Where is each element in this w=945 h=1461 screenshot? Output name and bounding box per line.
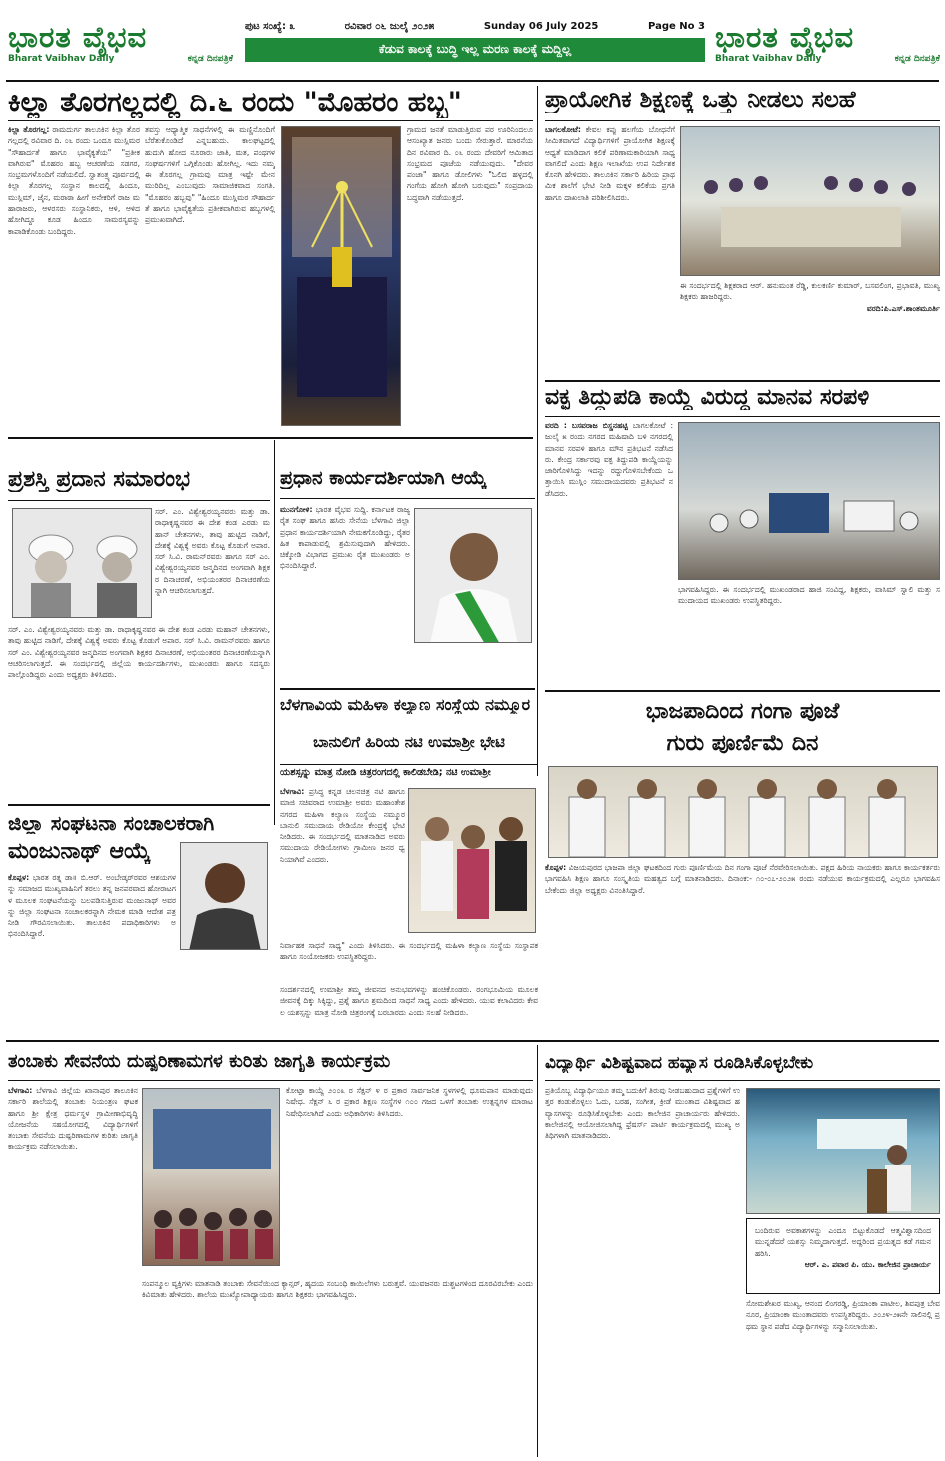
dateline: ಕೊಪ್ಪಳ:	[8, 873, 30, 882]
masthead-meta	[245, 18, 705, 34]
secretary-text	[280, 504, 410, 684]
divider	[280, 688, 535, 690]
award-text-2	[8, 624, 270, 794]
habits-text	[545, 1085, 740, 1455]
article-text: ವಿಜಯಪುರದ ಭಾಜಪಾ ಜಿಲ್ಲಾ ಘಟಕದಿಂದ ಗುರು ಪೂರ್ಣಿಮೆಯ ದಿನ ಗಂಗಾ ಪೂಜೆ ನೆರವೇರಿಸಲಾಯಿತು. ಪಕ್ಷದ ಹಿರಿಯ ನಾಯಕರು ಹಾಗೂ ಕಾರ್ಯಕರ್ತರು ಭಾಗವಹಿಸಿ ಶಿಕ್ಷಣ ಹಾಗೂ ಸಂಸ್ಕೃತಿಯ ಮಹತ್ವದ ಬಗ್ಗೆ ಮಾತನಾಡಿದರು. ದಿನಾಂಕ:- ೧೦-೦೭-೨೦೨೫ ರಂದು ನಡೆಯುವ ಕಾರ್ಯಕ್ರಮದಲ್ಲಿ ಎಲ್ಲರೂ ಭಾಗವಹಿಸಬೇಕೆಂದು ಜಿಲ್ಲಾ ಅಧ್ಯಕ್ಷರು ವಿನಂತಿಸಿದ್ದಾರೆ.	[545, 863, 940, 895]
mahila-headline-2: ಬಾನುಲಿಗೆ ಹಿರಿಯ ನಟಿ ಉಮಾಶ್ರೀ ಭೇಟಿ	[313, 734, 505, 751]
dargah-photo	[281, 126, 401, 426]
divider	[280, 498, 535, 499]
article-text: ಗ್ರಾಮದ ಜನತೆ ಮಾಡುತ್ತಿರುವ ಪರ ಊರಿನಿಂದಲೂ ಆಸಂಖ್ಯಾತ ಜನರು ಬಂದು ಸೇರುತ್ತಾರೆ. ಮಾರನೆಯ ದಿನ ರವಿವಾರ ದಿ. ೦೬ ರಂದು ದೇವರಿಗೆ ಆಮಿತಾದ ಸಂಭ್ರಮದ ಪೂಜೆಯ ನಡೆಯುವುದು. "ದೇವರ ಪಂಜಾ" ಹಾಗೂ ಡೋಲಿಗಳು "ಓಲಿದ ಹಳ್ಳದಲ್ಲಿ ಗಂಗೆಯ ಹೋಗಿ ಹೋಗಿ ಬರುವುದು" ಸಂಪ್ರದಾಯ ಬದ್ಧವಾಗಿ ನಡೆಯುತ್ತದೆ.	[407, 125, 533, 202]
column-rule	[537, 86, 538, 776]
district-org-headline-2: ಮಂಜುನಾಥ್ ಆಯ್ಕೆ	[8, 840, 151, 864]
dateline: ಬೆಳಗಾವಿ:	[8, 1086, 33, 1095]
dateline: ಬೆಳಗಾವಿ:	[280, 787, 305, 796]
group-image	[409, 789, 536, 933]
waqf-text-2	[678, 584, 940, 684]
group-image	[549, 767, 938, 858]
column-rule	[274, 440, 275, 825]
dateline: ಮುನಗೋಳಿ:	[280, 505, 313, 514]
article-text: ರಾಮದುರ್ಗ ತಾಲೂಕಿನ ಕಿಲ್ಲಾ ತೊರಗಲ್ಲದಲ್ಲಿ ರವಿವಾರ ದಿ. ೦೬ ರಂದು ಒಂದೂ ಮುಸ್ಲಿಮರ "ಸೌಹಾರ್ದತೆ ಹಾಗೂ ಭಾವೈಕ್ಯತೆಯ" "ಪ್ರತೀಕವಾಗಿರುವ" ಮೊಹರಂ ಹಬ್ಬ ಆಚರಣೆಯ ಸಡಗರ, ಸಂಭ್ರಮಗಳೊಂದಿಗೆ ನಡೆಯಲಿದೆ. ಸ್ವಾತಂತ್ರ್ಯ ಪೂರ್ವದಲ್ಲಿ ಕಿಲ್ಲಾ ತೊರಗಲ್ಲ ಸಂಸ್ಥಾನ ಕಾಲದಲ್ಲಿ ಹಿಂದೂ, ಮುಸ್ಲಿಮ್, ಜೈನ, ಮರಾಠಾ ಹೀಗೆ ಅನೇಕರಿಗೆ ರಾಜ ಮಹಾರಾಜರು, ಆಳರಸರು ಸಂಸ್ಥಾನಿಕರು, ಆಳಿ, ಆಳಿದ ಹೋಗಿದ್ದೂ ಕೂಡ ಹಿಂದೂ ಸಾಮರಸ್ಯವನ್ನು ಕಾಪಾಡಿಕೊಂಡು ಬಂದಿದ್ದರು.	[8, 125, 140, 236]
stage-image	[747, 1089, 940, 1214]
secretary-headline: ಪ್ರಧಾನ ಕಾರ್ಯದರ್ಶಿಯಾಗಿ ಆಯ್ಕೆ	[280, 468, 487, 489]
district-org-headline-1: ಜಿಲ್ಲಾ ಸಂಘಟನಾ ಸಂಚಾಲಕರಾಗಿ	[8, 812, 215, 834]
logo-left	[8, 20, 233, 72]
article-text-3: ಈ ಸಂದರ್ಭದಲ್ಲಿ ಮಹಿಳಾ ಕಲ್ಯಾಣ ಸಂಸ್ಥೆಯ ಸಂಸ್ಥಾಪಕ ಹಾಗೂ ಸಂಯೋಜಕರು ಉಪಸ್ಥಿತರಿದ್ದರು.	[280, 941, 538, 962]
divider	[8, 500, 270, 501]
training-headline: ಪ್ರಾಯೋಗಿಕ ಶಿಕ್ಷಣಕ್ಕೆ ಒತ್ತು ನೀಡಲು ಸಲಹೆ	[545, 88, 856, 113]
article-text: ಭಾಗವಹಿಸಿದ್ದರು. ಈ ಸಂದರ್ಭದಲ್ಲಿ ಮುಖಂಡರಾದ ಹಾಜಿ ಸಂವಿದ್ದ, ಶಿಕ್ಷಕರು, ವಾಸಿಮ್ ಸ್ವಾಲಿ ಮತ್ತು ಸಮುದಾಯದ ಮುಖಂಡರು ಉಪಸ್ಥಿತರಿದ್ದರು.	[678, 585, 940, 606]
divider	[545, 690, 940, 692]
logo-text: ಭಾರತ ವೈಭವ	[715, 20, 855, 54]
caption: ನಿರ್ವಾಹಕ ಸಾಧನೆ ಸಾಧ್ಯ" ಎಂದು ತಿಳಿಸಿದರು.	[280, 941, 395, 950]
tobacco-text	[8, 1085, 138, 1455]
divider	[545, 120, 940, 121]
logo-sub-kn: ಕನ್ನಡ ದಿನಪತ್ರಿಕೆ	[187, 54, 233, 64]
award-text	[155, 506, 270, 621]
dargah-image	[282, 127, 401, 426]
habits-headline: ವಿದ್ಯಾರ್ಥಿ ವಿಶಿಷ್ಟವಾದ ಹವ್ಯಾಸ ರೂಡಿಸಿಕೊಳ್ಳಬೇಕು	[545, 1054, 814, 1073]
tobacco-text-3	[142, 1278, 533, 1456]
waqf-text	[545, 420, 673, 680]
logo-right	[715, 20, 940, 72]
ganga-photo	[548, 766, 938, 858]
mahila-headline-1: ಬೆಳಗಾವಿಯ ಮಹಿಳಾ ಕಲ್ಯಾಣ ಸಂಸ್ಥೆಯ ನಮ್ಮೂರ	[280, 696, 531, 714]
habits-text-2	[746, 1298, 940, 1456]
article-text-2: ಸಂದರ್ಶನದಲ್ಲಿ ಉಮಾಶ್ರೀ ತಮ್ಮ ಜೀವನದ ಅನುಭವಗಳನ್ನು ಹಂಚಿಕೊಂಡರು. ರಂಗಭೂಮಿಯ ಮೂಲಕ ಜೀವನಕ್ಕೆ ದಿಕ್ಕು ಸಿಕ್ಕಿದ್ದು, ಪ್ರಶ್ನೆ ಹಾಗೂ ಶ್ರಮದಿಂದ ಸಾಧನೆ ಸಾಧ್ಯ ಎಂದು ಹೇಳಿದರು. ಯುವ ಕಲಾವಿದರು ಕೇವಲ ಯಶಸ್ಸನ್ನು ಮಾತ್ರ ನೋಡಿ ಚಿತ್ರರಂಗಕ್ಕೆ ಬರಬಾರದು ಎಂದು ಸಲಹೆ ನೀಡಿದರು.	[280, 985, 538, 1017]
credit: ವರದಿ:ಪಿ.ಎಸ್.ಶಾಂತಮೂರ್ತಿ	[866, 303, 940, 313]
muharram-col-3	[407, 124, 533, 434]
slogan-bar: ಕೆಡುವ ಕಾಲಕ್ಕೆ ಬುದ್ಧಿ ಇಲ್ಲ ಮರಣ ಕಾಲಕ್ಕೆ ಮದ್ದಿಲ್ಲ	[245, 38, 705, 62]
portrait-image	[13, 509, 152, 618]
article-text-3: ಸಂಪನ್ಮೂಲ ವ್ಯಕ್ತಿಗಳು ಮಾತನಾಡಿ ತಂಬಾಕು ಸೇವನೆಯಿಂದ ಕ್ಯಾನ್ಸರ್, ಹೃದಯ ಸಂಬಂಧಿ ಕಾಯಿಲೆಗಳು ಬರುತ್ತವೆ. ಯುವಜನರು ದುಶ್ಚಟಗಳಿಂದ ದೂರವಿರಬೇಕು ಎಂದು ಕಿವಿಮಾತು ಹೇಳಿದರು. ಶಾಲೆಯ ಮುಖ್ಯೋಪಾಧ್ಯಾಯರು ಹಾಗೂ ಶಿಕ್ಷಕರು ಭಾಗವಹಿಸಿದ್ದರು.	[142, 1279, 533, 1300]
article-text-2: ಕೋಟ್ಪಾ ಕಾಯ್ದೆ ೨೦೦೩ ರ ಸೆಕ್ಷನ್ ೪ ರ ಪ್ರಕಾರ ಸಾರ್ವಜನಿಕ ಸ್ಥಳಗಳಲ್ಲಿ ಧೂಮಪಾನ ಮಾಡುವುದು ನಿಷೇಧ. ಸೆಕ್ಷನ್ ೬ ರ ಪ್ರಕಾರ ಶಿಕ್ಷಣ ಸಂಸ್ಥೆಗಳ ೧೦೦ ಗಜದ ಒಳಗೆ ತಂಬಾಕು ಉತ್ಪನ್ನಗಳ ಮಾರಾಟ ನಿಷೇಧಿಸಲಾಗಿದೆ ಎಂದು ಅಧಿಕಾರಿಗಳು ತಿಳಿಸಿದರು.	[286, 1086, 533, 1118]
muharram-col-2	[145, 124, 275, 434]
district-org-text	[8, 872, 176, 1032]
person-image	[181, 843, 268, 950]
portraits-photo	[12, 508, 152, 618]
mahila-text-2	[280, 940, 538, 984]
school-photo	[142, 1088, 280, 1266]
freshers-photo	[746, 1088, 940, 1214]
masthead	[0, 0, 945, 80]
article-text: ಭಾರತ ವೈಭವ ಸುದ್ದಿ. ಕರ್ನಾಟಕ ರಾಜ್ಯ ರೈತ ಸಂಘ ಹಾಗೂ ಹಸಿರು ಸೇನೆಯ ಬೆಳಗಾವಿ ಜಿಲ್ಲಾ ಪ್ರಧಾನ ಕಾರ್ಯದರ್ಶಿಯಾಗಿ ನೇಮಕಗೊಂಡಿದ್ದು, ರೈತರ ಹಿತ ಕಾಪಾಡುವಲ್ಲಿ ಶ್ರಮಿಸುವುದಾಗಿ ಹೇಳಿದರು. ಚಿಕ್ಕೋಡಿ ವಿಭಾಗದ ಪ್ರಮುಖ ರೈತ ಮುಖಂಡರು ಅಭಿನಂದಿಸಿದ್ದಾರೆ.	[280, 505, 410, 571]
article-text: ಸರ್. ಎಂ. ವಿಶ್ವೇಶ್ವರಯ್ಯನವರು ಮತ್ತು ಡಾ. ರಾಧಾಕೃಷ್ಣನವರ ಈ ದೇಶ ಕಂಡ ಎರಡು ಮಹಾನ್ ಚೇತನಗಳು, ತಾವು ಹುಟ್ಟಿದ ನಾಡಿಗೆ, ದೇಶಕ್ಕೆ ವಿಶ್ವಕ್ಕೆ ಅವರು ಕೊಟ್ಟ ಕೊಡುಗೆ ಅಪಾರ. ಸರ್ ಸಿ.ವಿ. ರಾಮನ್‌ರವರು ಹಾಗೂ ಸರ್ ಎಂ. ವಿಶ್ವೇಶ್ವರಯ್ಯನವರ ಜನ್ಮದಿನದ ಅಂಗವಾಗಿ ಶಿಕ್ಷಕರ ದಿನಾಚರಣೆ, ಅಭಿಯಂತರರ ದಿನಾಚರಣೆಯನ್ನಾಗಿ ಆಚರಿಸಲಾಗುತ್ತದೆ.	[8, 625, 270, 668]
quote-attribution: ಆರ್. ಎ. ಪವಾರ ಪಿ. ಯು. ಕಾಲೇಜಿನ ಪ್ರಾಚಾರ್ಯ	[804, 1259, 931, 1269]
training-text-2	[680, 280, 940, 370]
mahila-text-body	[280, 984, 538, 1034]
mahila-subhead: ಯಶಸ್ಸನ್ನು ಮಾತ್ರ ನೋಡಿ ಚಿತ್ರರಂಗದಲ್ಲಿ ಕಾಲಿಡಬೇಡಿ; ನಟಿ ಉಮಾಶ್ರೀ	[280, 768, 491, 778]
article-text: ಪ್ರತಿಯೊಬ್ಬ ವಿದ್ಯಾರ್ಥಿಯೂ ತಮ್ಮ ಬದುಕಿಗೆ ತಿರುವು ನೀಡಬಹುದಾದ ಪ್ರಶ್ನೆಗಳಿಗೆ ಉತ್ತರ ಕಂಡುಕೊಳ್ಳಲು ಓದು, ಬರಹ, ಸಂಗೀತ, ಕ್ರೀಡೆ ಮುಂತಾದ ವಿಶಿಷ್ಟವಾದ ಹವ್ಯಾಸಗಳನ್ನು ರೂಢಿಸಿಕೊಳ್ಳಬೇಕು ಎಂದು ಕಾಲೇಜಿನ ಪ್ರಾಚಾರ್ಯರು ಹೇಳಿದರು. ಕಾಲೇಜಿನಲ್ಲಿ ಆಯೋಜಿಸಲಾಗಿದ್ದ ಫ್ರೆಷರ್ಸ್ ಪಾರ್ಟಿ ಕಾರ್ಯಕ್ರಮದಲ್ಲಿ ಮುಖ್ಯ ಅತಿಥಿಗಳಾಗಿ ಮಾತನಾಡಿದರು.	[545, 1086, 740, 1141]
article-text: ಪ್ರಸಿದ್ಧ ಕನ್ನಡ ಚಲನಚಿತ್ರ ನಟಿ ಹಾಗೂ ಮಾಜಿ ಸಚಿವರಾದ ಉಮಾಶ್ರೀ ಅವರು ಮಹಾಂತೇಶ ನಗರದ ಮಹಿಳಾ ಕಲ್ಯಾಣ ಸಂಸ್ಥೆಯ ನಮ್ಮೂರ ಬಾನುಲಿ ಸಮುದಾಯ ರೇಡಿಯೋ ಕೇಂದ್ರಕ್ಕೆ ಭೇಟಿ ನೀಡಿದರು. ಈ ಸಂದರ್ಭದಲ್ಲಿ ಮಾತನಾಡಿದ ಅವರು ಸಮುದಾಯ ರೇಡಿಯೋಗಳು ಗ್ರಾಮೀಣ ಜನರ ಧ್ವನಿಯಾಗಿವೆ ಎಂದರು.	[280, 787, 405, 864]
article-text-2: ಈ ಸಂದರ್ಭದಲ್ಲಿ ಜಿಲ್ಲೆಯ ಕಾರ್ಯದರ್ಶಿಗಳು, ಮುಖಂಡರು ಹಾಗೂ ಸದಸ್ಯರು ಪಾಲ್ಗೊಂಡಿದ್ದರು ಎಂದು ಅಧ್ಯಕ್ಷರು ತಿಳಿಸಿದರು.	[8, 658, 270, 680]
quote-text: ಬಂದಿರುವ ಅವಕಾಶಗಳನ್ನು ಎಂದೂ ಬಿಟ್ಟುಕೊಡದೆ ಆತ್ಮವಿಶ್ವಾಸದಿಂದ ಮುನ್ನಡೆದರೆ ಯಶಸ್ಸು ನಿಮ್ಮದಾಗುತ್ತದೆ. ಅದ್ದರಿಂದ ಪ್ರಯತ್ನದ ಕಡೆ ಗಮನ ಹರಿಸಿ.	[755, 1226, 931, 1258]
muharram-col-1	[8, 124, 140, 434]
tobacco-text-2	[286, 1085, 533, 1275]
date-kn: ರವಿವಾರ ೦೬ ಜುಲೈ ೨೦೨೫	[344, 20, 435, 32]
ganga-text	[545, 862, 940, 1034]
divider	[6, 1040, 939, 1042]
divider	[8, 120, 533, 121]
page-label-kn: ಪುಟ ಸಂಖ್ಯೆ: ೩	[245, 20, 296, 32]
person-image	[415, 509, 532, 643]
article-text: ಭಾರತ ರತ್ನ ಡಾ॥ ಬಿ.ಆರ್. ಅಂಬೇಡ್ಕರ್‌ರವರ ಆಶಯಗಳನ್ನು ಸಮಾಜದ ಮುಖ್ಯವಾಹಿನಿಗೆ ತರಲು ತನ್ನ ಜನಪರವಾದ ಹೋರಾಟಗಳ ಮೂಲಕ ಸಂಘಟನೆಯನ್ನು ಬಲಪಡಿಸುತ್ತಿರುವ ಮಂಜುನಾಥ್ ಅವರನ್ನು ಜಿಲ್ಲಾ ಸಂಘಟನಾ ಸಂಚಾಲಕರನ್ನಾಗಿ ನೇಮಕ ಮಾಡಿ ಆದೇಶ ಪತ್ರ ನೀಡಿ ಗೌರವಿಸಲಾಯಿತು. ತಾಲೂಕಿನ ಪದಾಧಿಕಾರಿಗಳು ಅಭಿನಂದಿಸಿದ್ದಾರೆ.	[8, 873, 176, 939]
logo-sub-en: Bharat Vaibhav Daily	[715, 54, 822, 64]
divider	[8, 437, 533, 439]
classroom-photo	[680, 126, 940, 276]
dateline: ಬಾಗಲಕೋಟೆ:	[545, 125, 581, 134]
secretary-photo	[414, 508, 532, 643]
logo-sub-kn: ಕನ್ನಡ ದಿನಪತ್ರಿಕೆ	[894, 54, 940, 64]
article-text: ಈ ಸಂದರ್ಭದಲ್ಲಿ ಶಿಕ್ಷಕರಾದ ಆರ್. ಹನುಮಂತ ರೆಡ್ಡಿ, ಕುಲಕರ್ಣಿ ಕುಮಾರ್, ಬಸವಲಿಂಗ, ಪ್ರಭಾವತಿ, ಮುಖ್ಯ ಶಿಕ್ಷಕರು ಹಾಜರಿದ್ದರು.	[680, 281, 940, 302]
logo-text: ಭಾರತ ವೈಭವ	[8, 20, 148, 54]
protest-photo	[678, 422, 940, 580]
meeting-image	[681, 127, 940, 276]
divider	[545, 380, 940, 382]
umashri-photo	[408, 788, 536, 933]
dateline: ಕಿಲ್ಲಾ ತೊರಗಲ್ಲ:	[8, 125, 50, 134]
divider	[545, 1080, 940, 1081]
ganga-headline-1: ಭಾಜಪಾದಿಂದ ಗಂಗಾ ಪೂಜೆ	[645, 700, 840, 724]
muharram-headline: ಕಿಲ್ಲಾ ತೊರಗಲ್ಲದಲ್ಲಿ ದಿ.೬ ರಂದು "ಮೊಹರಂ ಹಬ್ಬ"	[8, 88, 462, 118]
page-number: Page No 3	[648, 20, 705, 32]
award-headline: ಪ್ರಶಸ್ತಿ ಪ್ರದಾನ ಸಮಾರಂಭ	[8, 468, 191, 492]
article-text-2: ಸೋಮಶೇಖರ ಮುಖ್ಯ, ಆನಂದ ಲಿಂಗರಡ್ಡಿ, ಪ್ರಿಯಾಂಕಾ ಪಾಟೀಲ, ಶಿವಪುತ್ರ ಬೇವನೂರ, ಪ್ರಿಯಾಂಕಾ ಮುಂತಾದವರು ಉಪಸ್ಥಿತರಿದ್ದರು. ೨೦೨೪-೨೫ನೇ ಸಾಲಿನಲ್ಲಿ ಪ್ರಥಮ ಸ್ಥಾನ ಪಡೆದ ವಿದ್ಯಾರ್ಥಿಗಳನ್ನು ಸನ್ಮಾನಿಸಲಾಯಿತು.	[746, 1299, 940, 1331]
article-text: ಬಾಗಲಕೋಟೆ : ಜುಲೈ ೫ ರಂದು ನಗರದ ಮಹಿಷಾದಿ ಬಳಿ ನಗರದಲ್ಲಿ ಮಾನವ ಸರಪಳಿ ಹಾಗೂ ಮೌನ ಪ್ರತಿಭಟನೆ ನಡೆಸಿದರು. ಕೇಂದ್ರ ಸರ್ಕಾರವು ವಕ್ಫ ತಿದ್ದುಪಡಿ ಕಾಯ್ದೆಯನ್ನು ಜಾರಿಗೊಳಿಸಿದ್ದು ಇದನ್ನು ರದ್ದುಗೊಳಿಸಬೇಕೆಂದು ಒತ್ತಾಯಿಸಿ ಮುಸ್ಲಿಂ ಸಮುದಾಯದವರು ಪ್ರತಿಭಟನೆ ನಡೆಸಿದರು.	[545, 421, 673, 498]
logo-sub-en: Bharat Vaibhav Daily	[8, 54, 115, 64]
divider	[8, 804, 270, 806]
waqf-headline: ವಕ್ಫ ತಿದ್ದುಪಡಿ ಕಾಯ್ದೆ ವಿರುದ್ಧ ಮಾನವ ಸರಪಳಿ	[545, 386, 870, 410]
divider	[8, 1080, 533, 1081]
ganga-headline-2: ಗುರು ಪೂರ್ಣಿಮೆ ದಿನ	[666, 732, 819, 756]
divider	[545, 416, 940, 417]
article-text: ತವಸ್ತು ಆಧ್ಯಾತ್ಮಿಕ ಸಾಧನೆಗಳಲ್ಲಿ ಈ ಮಣ್ಣಿನೊಂದಿಗೆ ಬೆರೆತುಕೊಂಡಿದೆ ಎನ್ನಬಹುದು. ಕಾಲಘಟ್ಟದಲ್ಲಿ ಹುದುಗಿ ಹೋದ ನೂರಾರು ಜಾತಿ, ಮತ, ಪಂಥಗಳ ಸಂಘರ್ಷಗಳಿಗೆ ಒಗ್ಗಿಕೊಂಡು ಹೋಗಿಲ್ಲ. ಇದು ನಮ್ಮ ಈ ತೊರಗಲ್ಲ ಗ್ರಾಮವು ಮಾತ್ರ ಇಷ್ಟೇ ಮೇನ ಮುರಿದಿಲ್ಲ ಎಂಬುವುದು ಸಾಮಾಜಿಕವಾದ ಸಂಗತಿ. "ಮೊಹರಂ ಹಬ್ಬವು" "ಹಿಂದೂ ಮುಸ್ಲಿಮರ ಸೌಹಾರ್ದತೆ ಹಾಗೂ ಭಾವೈಕ್ಯತೆಯ ಪ್ರತೀಕವಾಗಿರುವ ಹಬ್ಬಗಳಲ್ಲಿ ಪ್ರಮುಖವಾಗಿದೆ.	[145, 125, 275, 225]
training-text	[545, 124, 675, 379]
column-rule	[537, 1045, 538, 1457]
article-text: ಸರ್. ಎಂ. ವಿಶ್ವೇಶ್ವರಯ್ಯನವರು ಮತ್ತು ಡಾ. ರಾಧಾಕೃಷ್ಣನವರ ಈ ದೇಶ ಕಂಡ ಎರಡು ಮಹಾನ್ ಚೇತನಗಳು, ತಾವು ಹುಟ್ಟಿದ ನಾಡಿಗೆ, ದೇಶಕ್ಕೆ ವಿಶ್ವಕ್ಕೆ ಅವರು ಕೊಟ್ಟ ಕೊಡುಗೆ ಅಪಾರ. ಸರ್ ಸಿ.ವಿ. ರಾಮನ್‌ರವರು ಹಾಗೂ ಸರ್ ಎಂ. ವಿಶ್ವೇಶ್ವರಯ್ಯನವರ ಜನ್ಮದಿನದ ಅಂಗವಾಗಿ ಶಿಕ್ಷಕರ ದಿನಾಚರಣೆ, ಅಭಿಯಂತರರ ದಿನಾಚರಣೆಯನ್ನಾಗಿ ಆಚರಿಸಲಾಗುತ್ತದೆ.	[155, 507, 270, 596]
date-en: Sunday 06 July 2025	[483, 20, 599, 32]
classroom-image	[143, 1089, 280, 1266]
dateline: ವರದಿ : ಬಸವರಾಜ ಬಿಸ್ಣನಹಟ್ಟಿ	[545, 421, 628, 430]
article-text: ಬೆಳಗಾವಿ ಜಿಲ್ಲೆಯ ಖಾನಾಪುರ ತಾಲೂಕಿನ ಸರ್ಕಾರಿ ಶಾಲೆಯಲ್ಲಿ ತಂಬಾಕು ನಿಯಂತ್ರಣ ಘಟಕ ಹಾಗೂ ಶ್ರೀ ಕ್ಷೇತ್ರ ಧರ್ಮಸ್ಥಳ ಗ್ರಾಮೀಣಾಭಿವೃದ್ಧಿ ಯೋಜನೆಯ ಸಹಯೋಗದಲ್ಲಿ ವಿದ್ಯಾರ್ಥಿಗಳಿಗೆ ತಂಬಾಕು ಸೇವನೆಯ ದುಷ್ಪರಿಣಾಮಗಳ ಕುರಿತು ಜಾಗೃತಿ ಕಾರ್ಯಕ್ರಮ ನಡೆಸಲಾಯಿತು.	[8, 1086, 138, 1152]
masthead-rule	[6, 80, 939, 82]
protest-image	[679, 423, 940, 580]
article-text: ಕೇವಲ ಕಪ್ಪು ಹಲಗೆಯ ಬೋಧನೆಗೆ ಸೀಮಿತವಾಗದೆ ವಿದ್ಯಾರ್ಥಿಗಳಿಗೆ ಪ್ರಾಯೋಗಿಕ ಶಿಕ್ಷಣಕ್ಕೆ ಆಧ್ಯತೆ ಮಾಡಿದಾಗ ಕಲಿಕೆ ಪರಿಣಾಮಕಾರಿಯಾಗಿ ಸಾಧ್ಯವಾಗಲಿದೆ ಎಂದು ಶಿಕ್ಷಣ ಇಲಾಖೆಯ ಉಪ ನಿರ್ದೇಶಕ ಕೊನಗಿ ಹೇಳಿದರು. ತಾಲೂಕಿನ ಸರ್ಕಾರಿ ಹಿರಿಯ ಪ್ರಾಥಮಿಕ ಶಾಲೆಗೆ ಭೇಟಿ ನೀಡಿ ಮಕ್ಕಳ ಕಲಿಕೆಯ ಪ್ರಗತಿ ಹಾಗೂ ದಾಖಲಾತಿ ಪರಿಶೀಲಿಸಿದರು.	[545, 125, 675, 202]
dateline: ಕೊಪ್ಪಳ:	[545, 863, 567, 872]
quote-box	[746, 1218, 940, 1294]
tobacco-headline: ತಂಬಾಕು ಸೇವನೆಯ ದುಷ್ಪರಿಣಾಮಗಳ ಕುರಿತು ಜಾಗೃತಿ ಕಾರ್ಯಕ್ರಮ	[8, 1052, 391, 1072]
manjunath-photo	[180, 842, 268, 950]
divider	[280, 764, 538, 765]
mahila-text	[280, 786, 405, 936]
